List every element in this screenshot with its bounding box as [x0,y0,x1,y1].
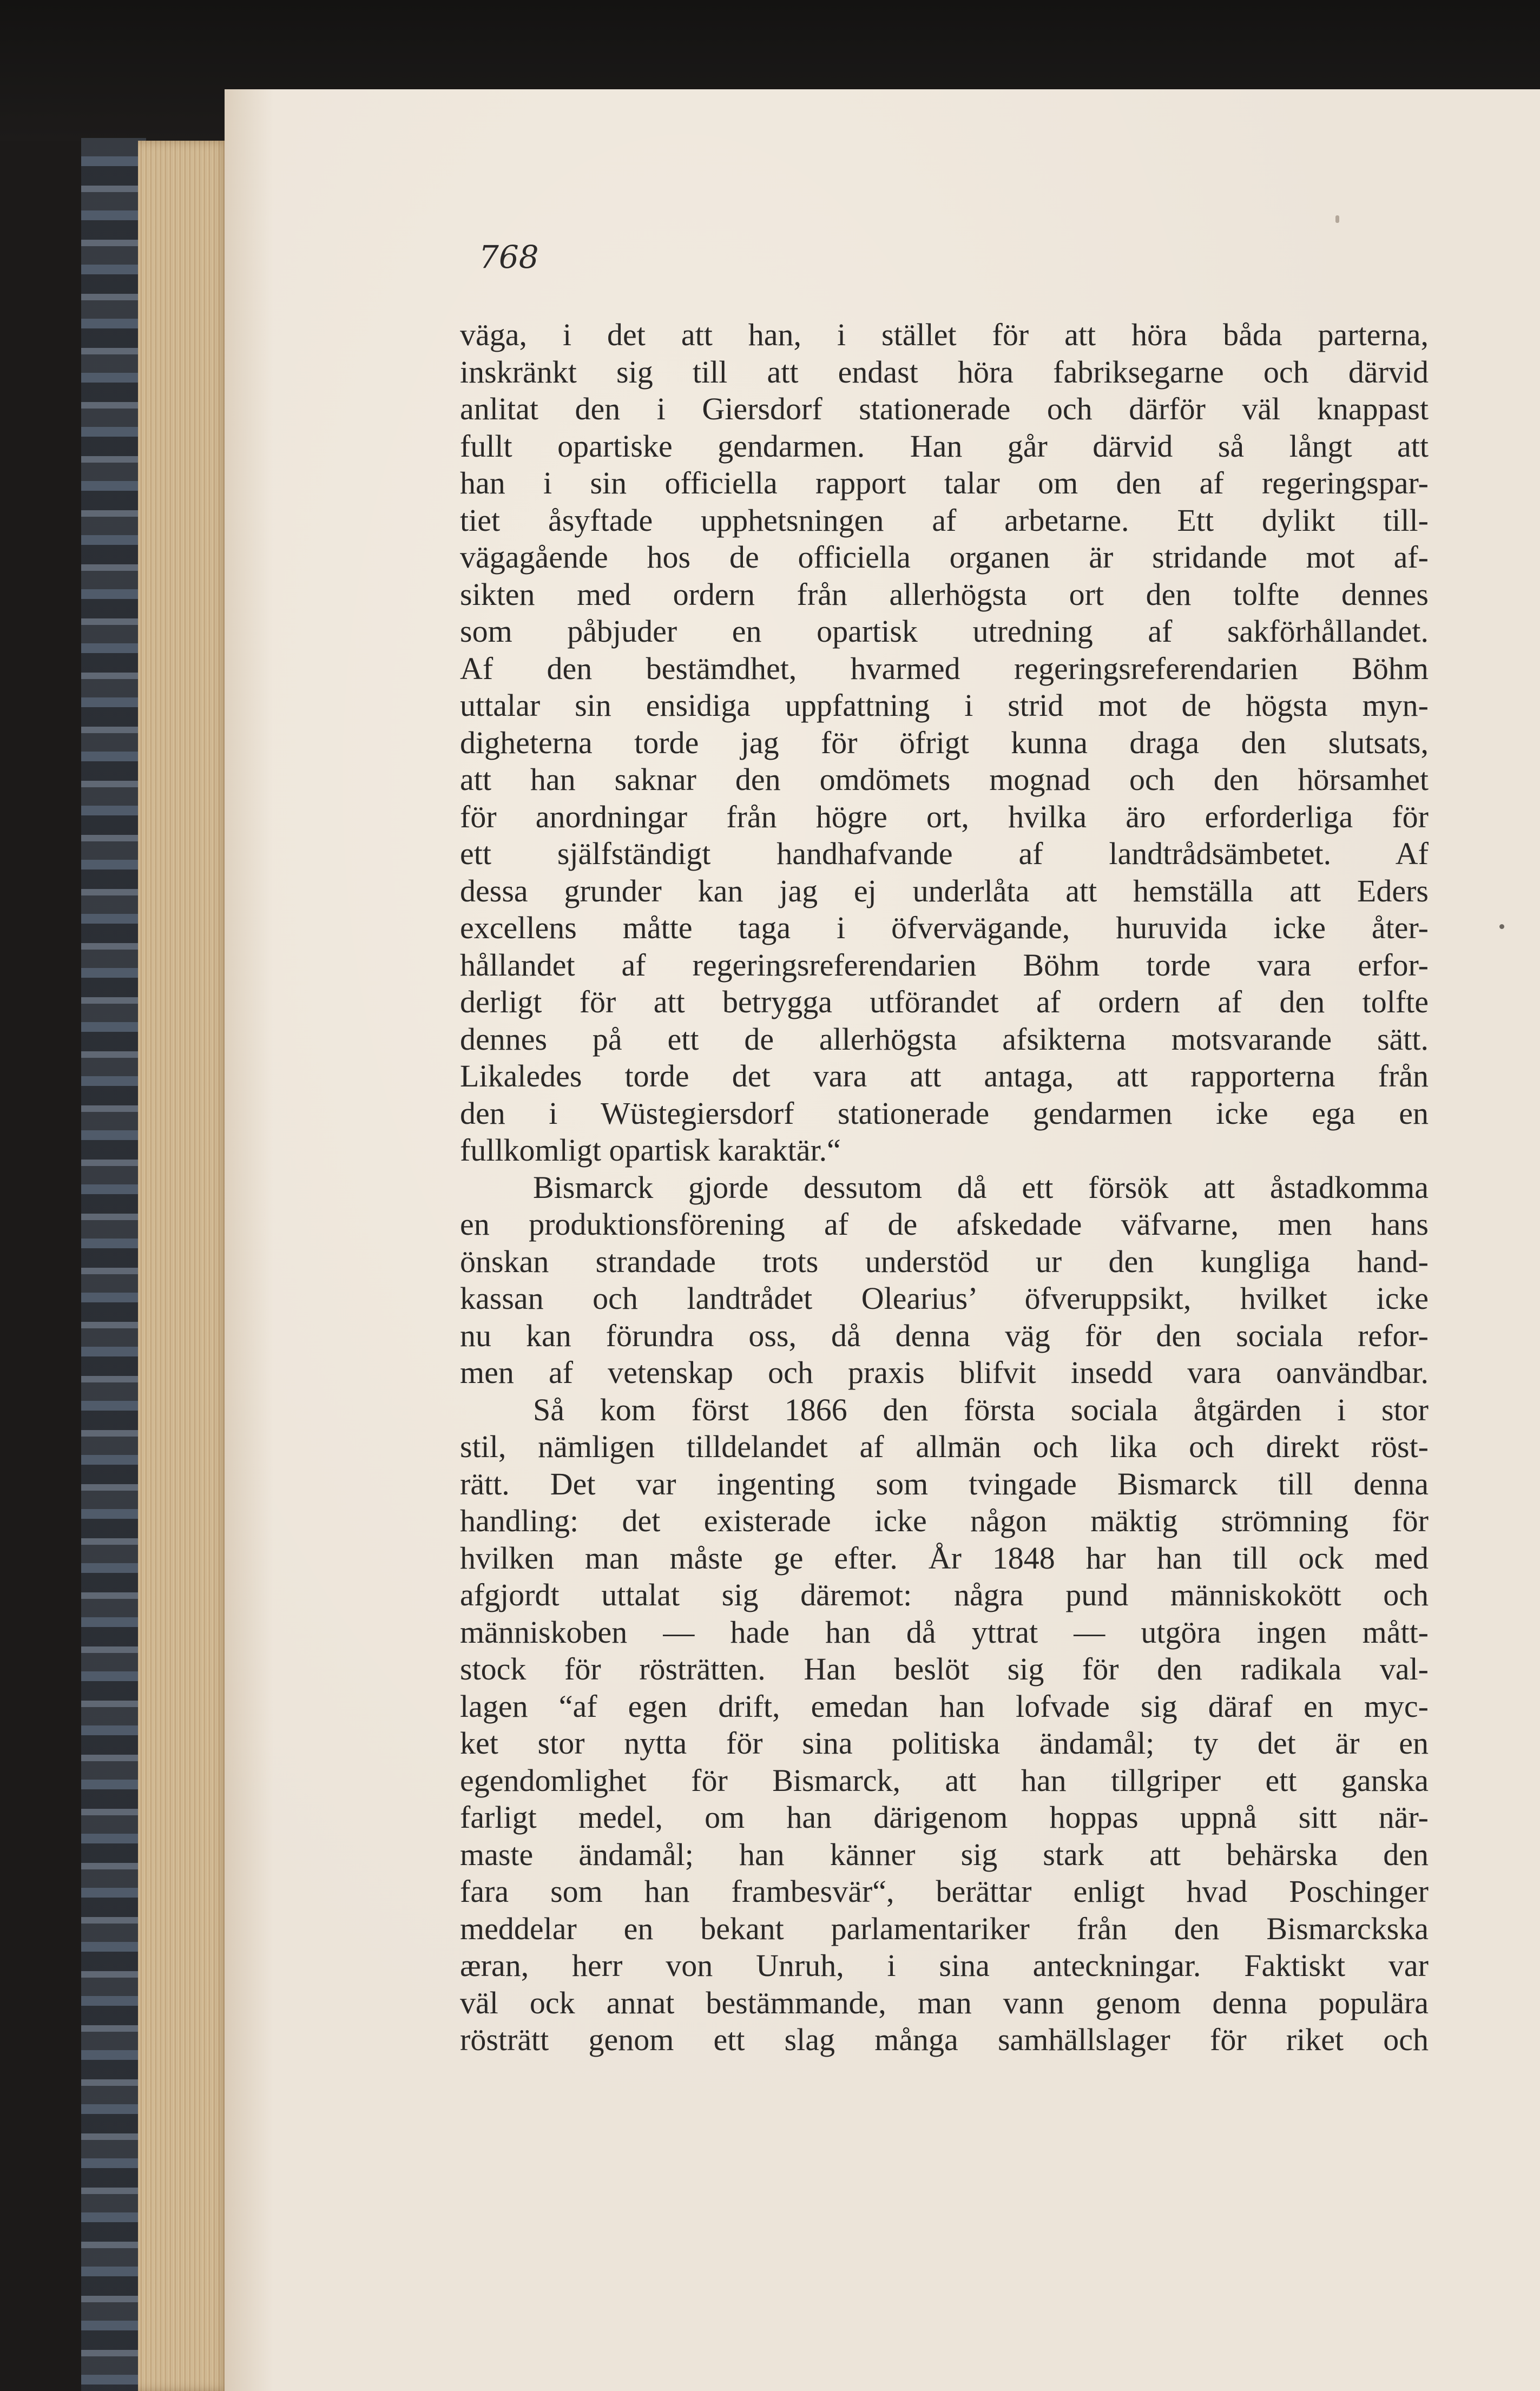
text-line: ket stor nytta för sina politiska ändamål; ty det är en [460,1725,1429,1761]
text-line: anlitat den i Giersdorf stationerade och därför väl knappast [460,391,1429,426]
text-line: nu kan förundra oss, då denna väg för den sociala refor- [460,1318,1429,1353]
text-line: æran, herr von Unruh, i sina anteckningar. Faktiskt var [460,1948,1429,1983]
text-line: fullkomligt opartisk karaktär.“ [460,1132,841,1168]
text-line: handling: det existerade icke någon mäktig strömning för [460,1503,1429,1538]
text-line: rösträtt genom ett slag många samhällslager för riket och [460,2022,1429,2057]
text-line: Bismarck gjorde dessutom då ett försök att åstadkomma [533,1169,1429,1205]
text-line: hållandet af regeringsreferendarien Böhm torde vara erfor- [460,947,1429,983]
text-line: fullt opartiske gendarmen. Han går därvid så långt att [460,428,1429,464]
body-text [460,317,1429,2059]
text-line: fara som han frambesvär“, berättar enligt hvad Poschinger [460,1874,1429,1909]
text-line: uttalar sin ensidiga uppfattning i strid mot de högsta myn- [460,688,1429,723]
text-line: egendomlighet för Bismarck, att han tillgriper ett ganska [460,1762,1429,1798]
text-line: han i sin officiella rapport talar om den af regeringspar- [460,465,1429,500]
text-line: vägagående hos de officiella organen är stridande mot af- [460,539,1429,575]
paper-speck [1335,215,1339,223]
text-line: hvilken man måste ge efter. År 1848 har han till ock med [460,1540,1429,1576]
page-number: 768 [479,239,539,275]
text-line: afgjordt uttalat sig däremot: några pund människokött och [460,1577,1429,1612]
text-line: stock för rösträtten. Han beslöt sig för den radikala val- [460,1651,1429,1687]
text-line: ett själfständigt handhafvande af landtrådsämbetet. Af [460,836,1429,871]
text-line: en produktionsförening af de afskedade väfvarne, men hans [460,1207,1429,1242]
text-line: digheterna torde jag för öfrigt kunna draga den slutsats, [460,724,1429,760]
text-line: Af den bestämdhet, hvarmed regeringsreferendarien Böhm [460,650,1429,686]
text-line: maste ändamål; han känner sig stark att behärska den [460,1836,1429,1872]
text-line: dessa grunder kan jag ej underlåta att hemställa att Eders [460,873,1429,908]
text-line: väl ock annat bestämmande, man vann genom denna populära [460,1985,1429,2020]
book-spine [81,138,146,2391]
text-line: önskan strandade trots understöd ur den kungliga hand- [460,1243,1429,1279]
text-line: sikten med ordern från allerhögsta ort den tolfte dennes [460,576,1429,612]
text-line: kassan och landtrådet Olearius’ öfveruppsikt, hvilket icke [460,1281,1429,1316]
text-line: tiet åsyftade upphetsningen af arbetarne. Ett dylikt till- [460,502,1429,538]
text-line: meddelar en bekant parlamentariker från den Bismarckska [460,1911,1429,1946]
text-line: lagen “af egen drift, emedan han lofvade sig däraf en myc- [460,1688,1429,1724]
text-line: för anordningar från högre ort, hvilka äro erforderliga för [460,799,1429,834]
text-line: excellens måtte taga i öfvervägande, huruvida icke åter- [460,910,1429,945]
text-line: men af vetenskap och praxis blifvit insedd vara oanvändbar. [460,1355,1429,1390]
text-line: människoben — hade han då yttrat — utgöra ingen mått- [460,1614,1429,1650]
paper-speck [1499,924,1504,929]
text-line: derligt för att betrygga utförandet af ordern af den tolfte [460,984,1429,1019]
text-line: att han saknar den omdömets mognad och den hörsamhet [460,762,1429,797]
text-line: inskränkt sig till att endast höra fabriksegarne och därvid [460,354,1429,390]
text-line: som påbjuder en opartisk utredning af sakförhållandet. [460,614,1429,649]
text-line: Så kom först 1866 den första sociala åtgärden i stor [533,1392,1429,1427]
text-line: Likaledes torde det vara att antaga, att rapporterna från [460,1058,1429,1094]
text-line: stil, nämligen tilldelandet af allmän och lika och direkt röst- [460,1429,1429,1464]
page-edges [138,141,230,2391]
text-line: rätt. Det var ingenting som tvingade Bismarck till denna [460,1466,1429,1501]
text-line: farligt medel, om han därigenom hoppas uppnå sitt när- [460,1800,1429,1835]
text-line: dennes på ett de allerhögsta afsikterna motsvarande sätt. [460,1021,1429,1057]
text-line: den i Wüstegiersdorf stationerade gendarmen icke ega en [460,1095,1429,1131]
text-line: väga, i det att han, i stället för att höra båda parterna, [460,317,1429,352]
